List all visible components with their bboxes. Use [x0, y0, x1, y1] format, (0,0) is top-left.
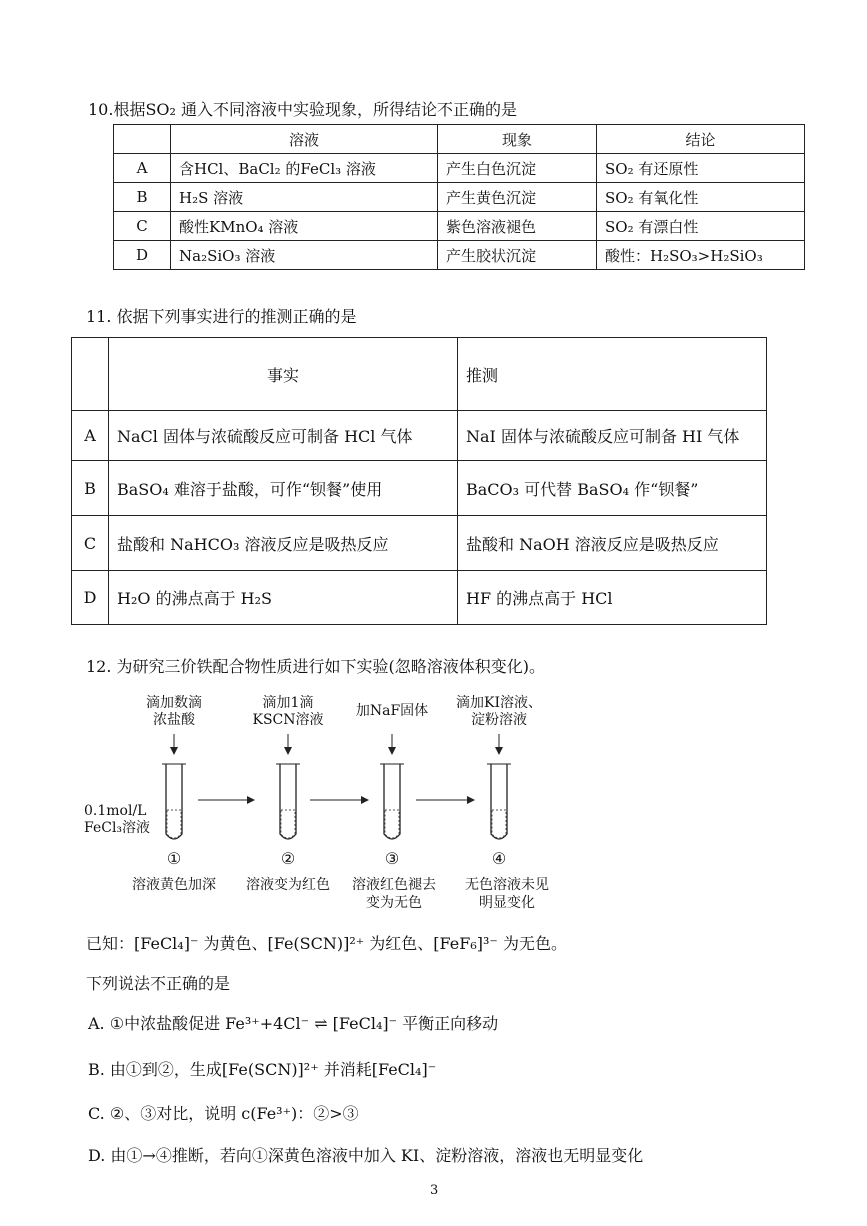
- q12-prompt: 下列说法不正确的是: [86, 974, 231, 993]
- q11-title: 11. 依据下列事实进行的推测正确的是: [86, 307, 357, 326]
- reagent-label-3: [342, 703, 442, 720]
- table-row: [114, 125, 805, 154]
- test-tube-icon: [487, 764, 511, 839]
- table-cell: 酸性：H₂SO₃>H₂SiO₃: [597, 241, 805, 270]
- table-cell: 产生黄色沉淀: [438, 183, 597, 212]
- table-cell: 含HCl、BaCl₂ 的FeCl₃ 溶液: [171, 154, 438, 183]
- table-header: 推测: [458, 338, 767, 411]
- tube-number: ③: [384, 849, 400, 868]
- table-cell: Na₂SiO₃ 溶液: [171, 241, 438, 270]
- reagent-line: 加NaF固体: [355, 703, 429, 719]
- option-a: A. ①中浓盐酸促进 Fe³⁺+4Cl⁻ ⇌ [FeCl₄]⁻ 平衡正向移动: [88, 1014, 499, 1033]
- table-row: [72, 516, 767, 571]
- q10-table: [113, 124, 805, 270]
- table-header: [114, 125, 171, 154]
- table-cell: H₂O 的沸点高于 H₂S: [109, 571, 458, 625]
- table-cell: SO₂ 有漂白性: [597, 212, 805, 241]
- known-info: 已知：[FeCl₄]⁻ 为黄色、[Fe(SCN)]²⁺ 为红色、[FeF₆]³⁻ 为无色。: [86, 934, 567, 953]
- observation-line: 溶液黄色加深: [132, 877, 216, 893]
- observation-2: [236, 876, 340, 894]
- table-cell: SO₂ 有氧化性: [597, 183, 805, 212]
- table-cell: 盐酸和 NaOH 溶液反应是吸热反应: [458, 516, 767, 571]
- option-c: C. ②、③对比，说明 c(Fe³⁺)：②>③: [88, 1104, 359, 1123]
- start-solution-line: 0.1mol/L: [84, 803, 147, 819]
- table-cell: 产生胶状沉淀: [438, 241, 597, 270]
- test-tube-icon: [380, 764, 404, 839]
- table-cell: H₂S 溶液: [171, 183, 438, 212]
- table-cell: C: [114, 212, 171, 241]
- table-cell: HF 的沸点高于 HCl: [458, 571, 767, 625]
- test-tube-icon: [162, 764, 186, 839]
- reagent-line: 滴加1滴: [262, 695, 314, 711]
- table-header: 结论: [597, 125, 805, 154]
- experiment-diagram: [130, 732, 550, 850]
- table-cell: 紫色溶液褪色: [438, 212, 597, 241]
- page-number: 3: [430, 1183, 439, 1198]
- start-solution-line: FeCl₃溶液: [84, 820, 151, 836]
- reagent-label-2: [238, 695, 338, 729]
- observation-line: 明显变化: [479, 895, 535, 911]
- table-cell: 酸性KMnO₄ 溶液: [171, 212, 438, 241]
- option-d: D. 由①→④推断，若向①深黄色溶液中加入 KI、淀粉溶液，溶液也无明显变化: [88, 1146, 644, 1165]
- table-header: 溶液: [171, 125, 438, 154]
- table-cell: NaCl 固体与浓硫酸反应可制备 HCl 气体: [109, 411, 458, 461]
- observation-3: [344, 876, 444, 912]
- tube-number: ①: [166, 849, 182, 868]
- tube-number: ④: [491, 849, 507, 868]
- table-row: [72, 461, 767, 516]
- table-header: 事实: [109, 338, 458, 411]
- test-tube-icon: [276, 764, 300, 839]
- table-cell: 产生白色沉淀: [438, 154, 597, 183]
- observation-4: [452, 876, 562, 912]
- reagent-line: 滴加数滴: [146, 695, 202, 711]
- table-cell: A: [72, 411, 109, 461]
- table-row: [114, 183, 805, 212]
- table-cell: NaI 固体与浓硫酸反应可制备 HI 气体: [458, 411, 767, 461]
- table-row: [72, 571, 767, 625]
- q12-title: 12. 为研究三价铁配合物性质进行如下实验(忽略溶液体积变化)。: [86, 657, 546, 676]
- tube-number: ②: [280, 849, 296, 868]
- table-cell: C: [72, 516, 109, 571]
- table-row: [72, 411, 767, 461]
- observation-line: 变为无色: [366, 895, 422, 911]
- table-row: [114, 154, 805, 183]
- reagent-line: 浓盐酸: [153, 712, 195, 728]
- observation-line: 溶液变为红色: [246, 877, 330, 893]
- table-cell: B: [114, 183, 171, 212]
- observation-line: 溶液红色褪去: [352, 877, 436, 893]
- table-cell: D: [72, 571, 109, 625]
- observation-line: 无色溶液未见: [465, 877, 549, 893]
- observation-1: [119, 876, 229, 894]
- table-row: [72, 338, 767, 411]
- table-cell: A: [114, 154, 171, 183]
- table-header: [72, 338, 109, 411]
- table-cell: BaCO₃ 可代替 BaSO₄ 作“钡餐”: [458, 461, 767, 516]
- table-cell: D: [114, 241, 171, 270]
- q10-title: 10.根据SO₂ 通入不同溶液中实验现象，所得结论不正确的是: [88, 100, 518, 119]
- q11-table: [71, 337, 767, 625]
- table-row: [114, 241, 805, 270]
- reagent-line: 淀粉溶液: [471, 712, 527, 728]
- table-header: 现象: [438, 125, 597, 154]
- table-cell: 盐酸和 NaHCO₃ 溶液反应是吸热反应: [109, 516, 458, 571]
- table-cell: SO₂ 有还原性: [597, 154, 805, 183]
- table-cell: BaSO₄ 难溶于盐酸，可作“钡餐”使用: [109, 461, 458, 516]
- option-b: B. 由①到②，生成[Fe(SCN)]²⁺ 并消耗[FeCl₄]⁻: [88, 1060, 437, 1079]
- reagent-label-1: [124, 695, 224, 729]
- reagent-line: KSCN溶液: [252, 712, 324, 728]
- reagent-label-4: [444, 695, 554, 729]
- table-cell: B: [72, 461, 109, 516]
- reagent-line: 滴加KI溶液、: [456, 695, 542, 711]
- table-row: [114, 212, 805, 241]
